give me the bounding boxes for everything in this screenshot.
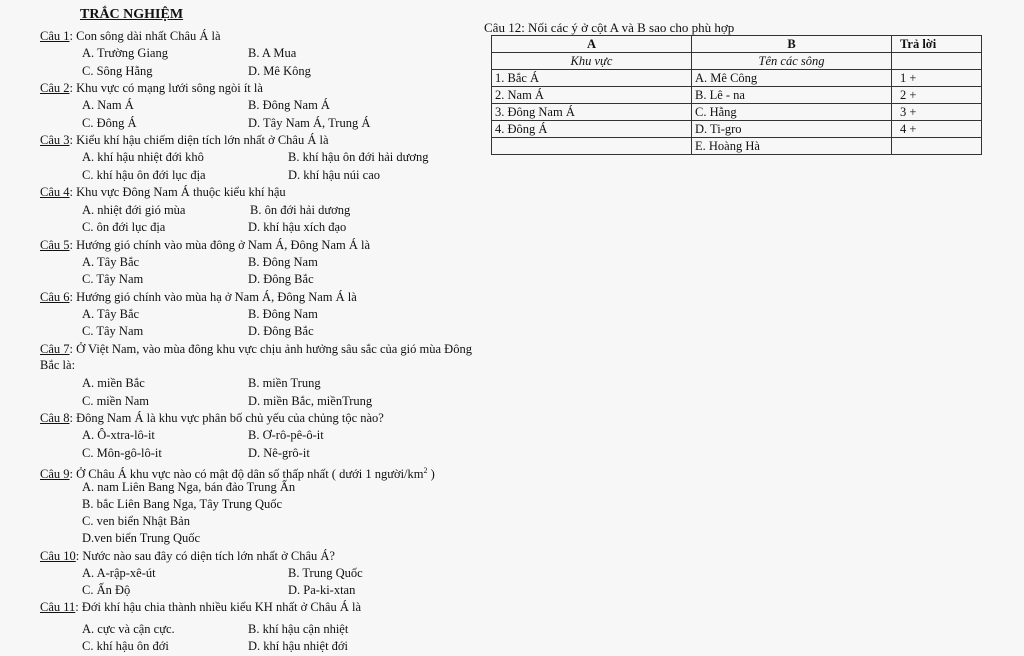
- option: D. khí hậu xích đạo: [248, 220, 347, 234]
- question-text: : Hướng gió chính vào mùa đông ở Nam Á, Đông Nam Á là: [69, 238, 371, 252]
- option: B. A Mua: [248, 46, 297, 60]
- option: A. cực và cận cực.: [82, 622, 175, 636]
- option: D. khí hậu núi cao: [288, 168, 380, 182]
- page-title: TRẮC NGHIỆM: [80, 7, 184, 22]
- table-header-row: [492, 36, 982, 53]
- question-text: : Kiểu khí hậu chiếm diện tích lớn nhất ở Châu Á là: [69, 133, 329, 147]
- option: C. Ấn Độ: [82, 583, 131, 597]
- answer-cell[interactable]: 4 +: [892, 121, 982, 138]
- question-text: : Khu vực có mạng lưới sông ngòi ít là: [69, 81, 263, 95]
- table-cell: 2. Nam Á: [492, 87, 692, 104]
- question-6: [40, 290, 357, 305]
- question-12-title: Câu 12: Nối các ý ở cột A và B sao cho phù hợp: [484, 20, 735, 35]
- option: D. Nê-grô-it: [248, 446, 310, 460]
- option: B. khí hậu ôn đới hải dương: [288, 150, 429, 164]
- option: D. Pa-ki-xtan: [288, 583, 356, 597]
- question-number: Câu 7: [40, 342, 70, 356]
- option: B. Đông Nam: [248, 255, 318, 269]
- option: B. Ơ-rô-pê-ô-it: [248, 428, 324, 442]
- question-text: : Ở Châu Á khu vực nào có mật độ dân số thấp nhất ( dưới 1 người/km: [69, 467, 424, 482]
- answer-cell[interactable]: 1 +: [892, 70, 982, 87]
- question-number: Câu 2: [40, 81, 70, 95]
- option: D. Tây Nam Á, Trung Á: [248, 116, 371, 130]
- table-cell: E. Hoàng Hà: [692, 138, 892, 155]
- question-10: [40, 549, 335, 564]
- option: B. miền Trung: [248, 376, 321, 390]
- option: C. ôn đới lục địa: [82, 220, 166, 234]
- question-text: : Khu vực Đông Nam Á thuộc kiểu khí hậu: [69, 185, 286, 199]
- question-1: [40, 29, 221, 44]
- question-text: : Đông Nam Á là khu vực phân bố chủ yếu của chủng tộc nào?: [69, 411, 384, 425]
- answer-cell[interactable]: 3 +: [892, 104, 982, 121]
- column-header: Trả lời: [892, 36, 982, 53]
- option: A. Nam Á: [82, 98, 134, 112]
- answer-cell[interactable]: [892, 138, 982, 155]
- question-number: Câu 4: [40, 185, 70, 199]
- option: A. khí hậu nhiệt đới khô: [82, 150, 204, 164]
- option: C. Tây Nam: [82, 272, 144, 286]
- option: D. Mê Kông: [248, 64, 311, 78]
- question-number: Câu 11: [40, 600, 76, 614]
- table-subheader-row: [492, 53, 982, 70]
- question-text-end: ): [427, 467, 435, 482]
- question-number: Câu 5: [40, 238, 70, 252]
- option: D. Đông Bắc: [248, 272, 314, 286]
- option: A. Tây Bắc: [82, 307, 140, 321]
- option: C. Sông Hằng: [82, 64, 153, 78]
- question-number: Câu 1: [40, 29, 70, 43]
- question-3: [40, 133, 329, 148]
- option: C. Môn-gô-lô-it: [82, 446, 162, 460]
- option: B. bắc Liên Bang Nga, Tây Trung Quốc: [82, 497, 283, 511]
- table-row: [492, 70, 982, 87]
- table-cell: 1. Bắc Á: [492, 70, 692, 87]
- question-text: : Đới khí hậu chia thành nhiều kiểu KH nhất ở Châu Á là: [75, 600, 362, 614]
- option: C. Tây Nam: [82, 324, 144, 338]
- question-text: : Hướng gió chính vào mùa hạ ở Nam Á, Đông Nam Á là: [69, 290, 357, 304]
- question-8: [40, 411, 384, 426]
- answer-cell[interactable]: 2 +: [892, 87, 982, 104]
- question-5: [40, 238, 370, 253]
- question-7: [40, 342, 472, 357]
- matching-table: [491, 35, 982, 155]
- option: A. A-rập-xê-út: [82, 566, 156, 580]
- option: D. khí hậu nhiệt đới: [248, 639, 348, 653]
- column-subheader: [892, 53, 982, 70]
- option: A. Ô-xtra-lô-it: [82, 428, 155, 442]
- question-number: Câu 8: [40, 411, 70, 425]
- column-header: B: [692, 36, 892, 53]
- superscript: 2: [423, 466, 428, 475]
- option: A. Trường Giang: [82, 46, 168, 60]
- question-11: [40, 600, 361, 615]
- question-number: Câu 3: [40, 133, 70, 147]
- option: B. Đông Nam Á: [248, 98, 330, 112]
- table-cell: B. Lê - na: [692, 87, 892, 104]
- option: C. khí hậu ôn đới: [82, 639, 169, 653]
- option: B. khí hậu cận nhiệt: [248, 622, 349, 636]
- option: C. ven biển Nhật Bản: [82, 514, 190, 528]
- option: C. miền Nam: [82, 394, 150, 408]
- question-text: : Con sông dài nhất Châu Á là: [69, 29, 221, 43]
- table-row: [492, 104, 982, 121]
- option: B. Đông Nam: [248, 307, 318, 321]
- option: B. Trung Quốc: [288, 566, 363, 580]
- column-header: A: [492, 36, 692, 53]
- table-cell: [492, 138, 692, 155]
- question-2: [40, 81, 263, 96]
- table-cell: 4. Đông Á: [492, 121, 692, 138]
- table-cell: D. Ti-gro: [692, 121, 892, 138]
- question-text: : Nước nào sau đây có diện tích lớn nhất ở Châu Á?: [75, 549, 335, 563]
- question-number: Câu 9: [40, 467, 70, 482]
- option: A. Tây Bắc: [82, 255, 140, 269]
- option: A. miền Bắc: [82, 376, 145, 390]
- option: D. Đông Bắc: [248, 324, 314, 338]
- column-subheader: Khu vực: [492, 53, 692, 70]
- option: A. nam Liên Bang Nga, bán đảo Trung Ấn: [82, 480, 296, 494]
- table-cell: 3. Đông Nam Á: [492, 104, 692, 121]
- option: D. miền Bắc, miềnTrung: [248, 394, 373, 408]
- option: A. nhiệt đới gió mùa: [82, 203, 186, 217]
- option: B. ôn đới hải dương: [250, 203, 351, 217]
- question-number: Câu 10: [40, 549, 76, 563]
- option: D.ven biển Trung Quốc: [82, 531, 201, 545]
- question-4: [40, 185, 286, 200]
- table-cell: C. Hằng: [692, 104, 892, 121]
- question-text-continued: Bắc là:: [40, 358, 76, 372]
- option: C. khí hậu ôn đới lục địa: [82, 168, 206, 182]
- column-subheader: Tên các sông: [692, 53, 892, 70]
- question-text: : Ở Việt Nam, vào mùa đông khu vực chịu ảnh hưởng sâu sắc của gió mùa Đông: [69, 342, 472, 356]
- table-row: [492, 87, 982, 104]
- table-row: [492, 138, 982, 155]
- table-row: [492, 121, 982, 138]
- question-number: Câu 6: [40, 290, 70, 304]
- option: C. Đông Á: [82, 116, 137, 130]
- table-cell: A. Mê Công: [692, 70, 892, 87]
